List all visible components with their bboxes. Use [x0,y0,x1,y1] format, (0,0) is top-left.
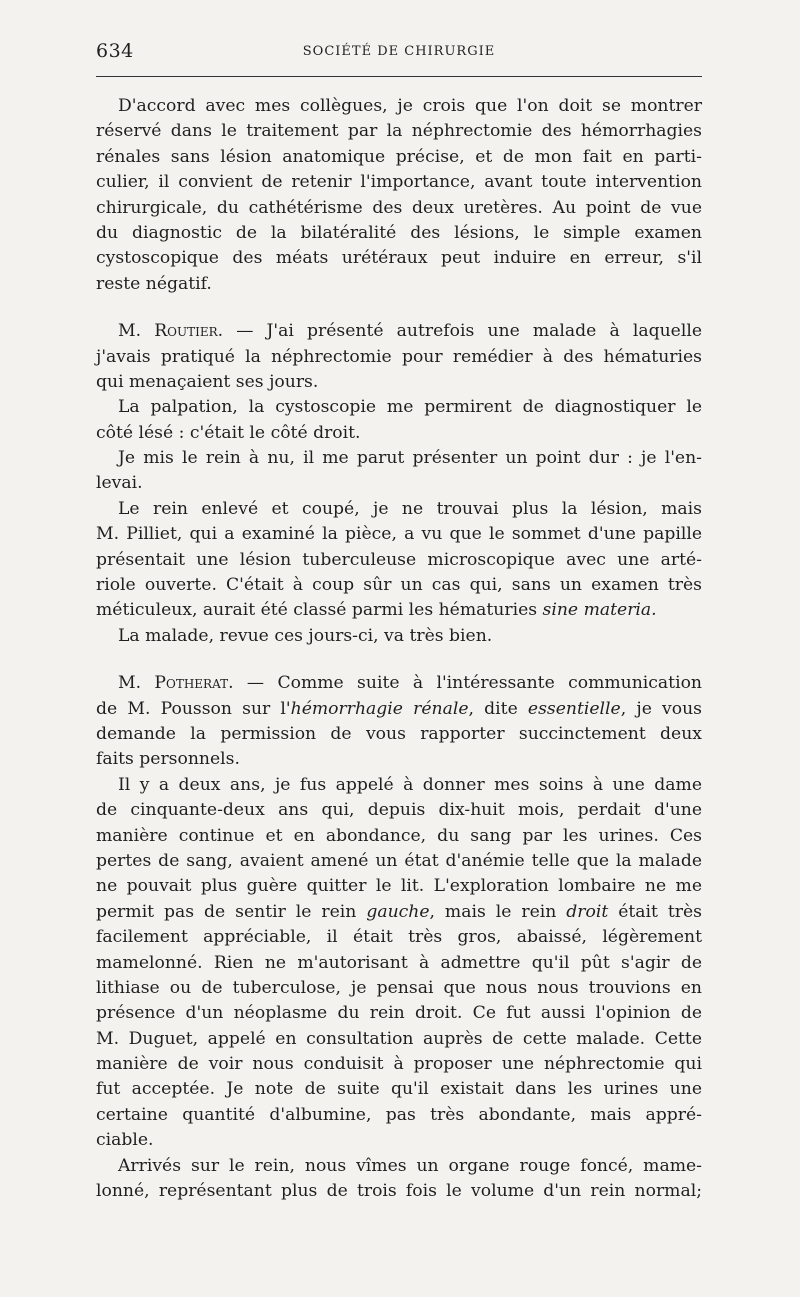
text-line: M. Duguet, appelé en consultation auprès de cette malade. Cette [96,1028,702,1049]
running-head: SOCIÉTÉ DE CHIRURGIE [302,44,496,59]
text-line: Il y a deux ans, je fus appelé à donner mes soins à une dame [118,774,702,795]
text-run: . — J'ai présenté autrefois une malade à laquelle [217,321,703,342]
text-run: permit pas de sentir le rein [96,901,367,922]
speaker-name: Potherat [154,673,229,694]
text-line: de cinquante-deux ans qui, depuis dix-huit mois, perdait d'une [96,800,702,821]
text-line: j'avais pratiqué la néphrectomie pour remédier à des hématuries [96,346,702,367]
text-line: présence d'un néoplasme du rein droit. Ce fut aussi l'opinion de [96,1003,702,1024]
page-number: 634 [96,40,134,62]
text-line [96,598,702,623]
text-run: , je vous [620,698,702,719]
paragraph-gap [96,297,702,319]
text-line: levai. [96,473,143,494]
italic-phrase: sine materia. [542,600,657,621]
text-line: D'accord avec mes collègues, je crois que l'on doit se montrer [118,96,702,116]
text-line: qui menaçaient ses jours. [96,371,319,392]
header-rule [96,76,702,77]
text-line: demande la permission de vous rapporter succinctement deux [96,723,702,744]
italic-phrase: hémorrhagie rénale [290,698,469,719]
paragraph-gap [96,649,702,671]
page-header [96,38,702,66]
text-run: de M. Pousson sur l' [96,698,291,719]
text-line: chirurgicale, du cathétérisme des deux uretères. Au point de vue [96,197,702,218]
text-run: était très [608,901,702,922]
text-line: présentait une lésion tuberculeuse microscopique avec une arté- [96,549,702,570]
text-line: Je mis le rein à nu, il me parut présenter un point dur : je l'en- [118,448,702,469]
italic-phrase: droit [566,901,609,922]
text-line: lonné, représentant plus de trois fois le volume d'un rein normal; [96,1181,702,1202]
text-run: méticuleux, aurait été classé parmi les hématuries [96,600,543,621]
text-line: culier, il convient de retenir l'importance, avant toute intervention [96,172,702,193]
text-line: rénales sans lésion anatomique précise, et de mon fait en parti- [96,146,702,167]
text-line: M. Pilliet, qui a examiné la pièce, a vu que le sommet d'une papille [96,524,702,545]
text-run: . — Comme suite à l'intéressante communication [228,673,702,694]
text-line: manière continue et en abondance, du sang par les urines. Ces [96,825,702,846]
text-line: lithiase ou de tuberculose, je pensai que nous nous trouvions en [96,977,702,998]
body-text [96,94,702,1204]
speaker-prefix: M. [118,321,155,342]
text-line: réservé dans le traitement par la néphrectomie des hémorrhagies [96,121,702,142]
text-line: Le rein enlevé et coupé, je ne trouvai plus la lésion, mais [118,498,702,519]
paragraph [96,1154,702,1205]
text-line: du diagnostic de la bilatéralité des lésions, le simple examen [96,222,702,243]
paragraph [96,94,702,297]
text-line: La malade, revue ces jours-ci, va très bien. [118,625,493,646]
text-line: manière de voir nous conduisit à proposer une néphrectomie qui [96,1054,702,1075]
paragraph [96,319,702,395]
text-line: riole ouverte. C'était à coup sûr un cas qui, sans un examen très [96,575,702,596]
text-line: reste négatif. [96,273,212,294]
text-line [96,671,702,696]
italic-phrase: gauche [366,901,430,922]
text-line: cystoscopique des méats urétéraux peut induire en erreur, s'il [96,248,702,269]
italic-phrase: essentielle [527,698,621,719]
paragraph [96,446,702,497]
text-line [96,900,702,925]
paragraph [96,497,702,624]
speaker-name: Routier [154,321,218,342]
text-line: pertes de sang, avaient amené un état d'anémie telle que la malade [96,850,702,871]
text-line: ne pouvait plus guère quitter le lit. L'exploration lombaire ne me [96,876,702,897]
text-line: côté lésé : c'était le côté droit. [96,422,361,443]
text-line: facilement appréciable, il était très gros, abaissé, légèrement [96,927,702,948]
text-line: certaine quantité d'albumine, pas très abondante, mais appré- [96,1104,702,1125]
paragraph [96,395,702,446]
paragraph [96,624,702,649]
text-run: , mais le rein [429,901,567,922]
text-line: faits personnels. [96,749,240,770]
text-line [96,319,702,344]
text-line: Arrivés sur le rein, nous vîmes un organe rouge foncé, mame- [118,1155,702,1176]
paragraph [96,671,702,773]
text-line: mamelonné. Rien ne m'autorisant à admettre qu'il pût s'agir de [96,952,702,973]
text-line: ciable. [96,1130,154,1151]
speaker-prefix: M. [118,673,155,694]
text-line: La palpation, la cystoscopie me permirent de diagnostiquer le [118,397,702,418]
paragraph [96,773,702,1154]
text-line: fut acceptée. Je note de suite qu'il existait dans les urines une [96,1079,702,1100]
text-run: , dite [468,698,528,719]
text-line [96,697,702,722]
